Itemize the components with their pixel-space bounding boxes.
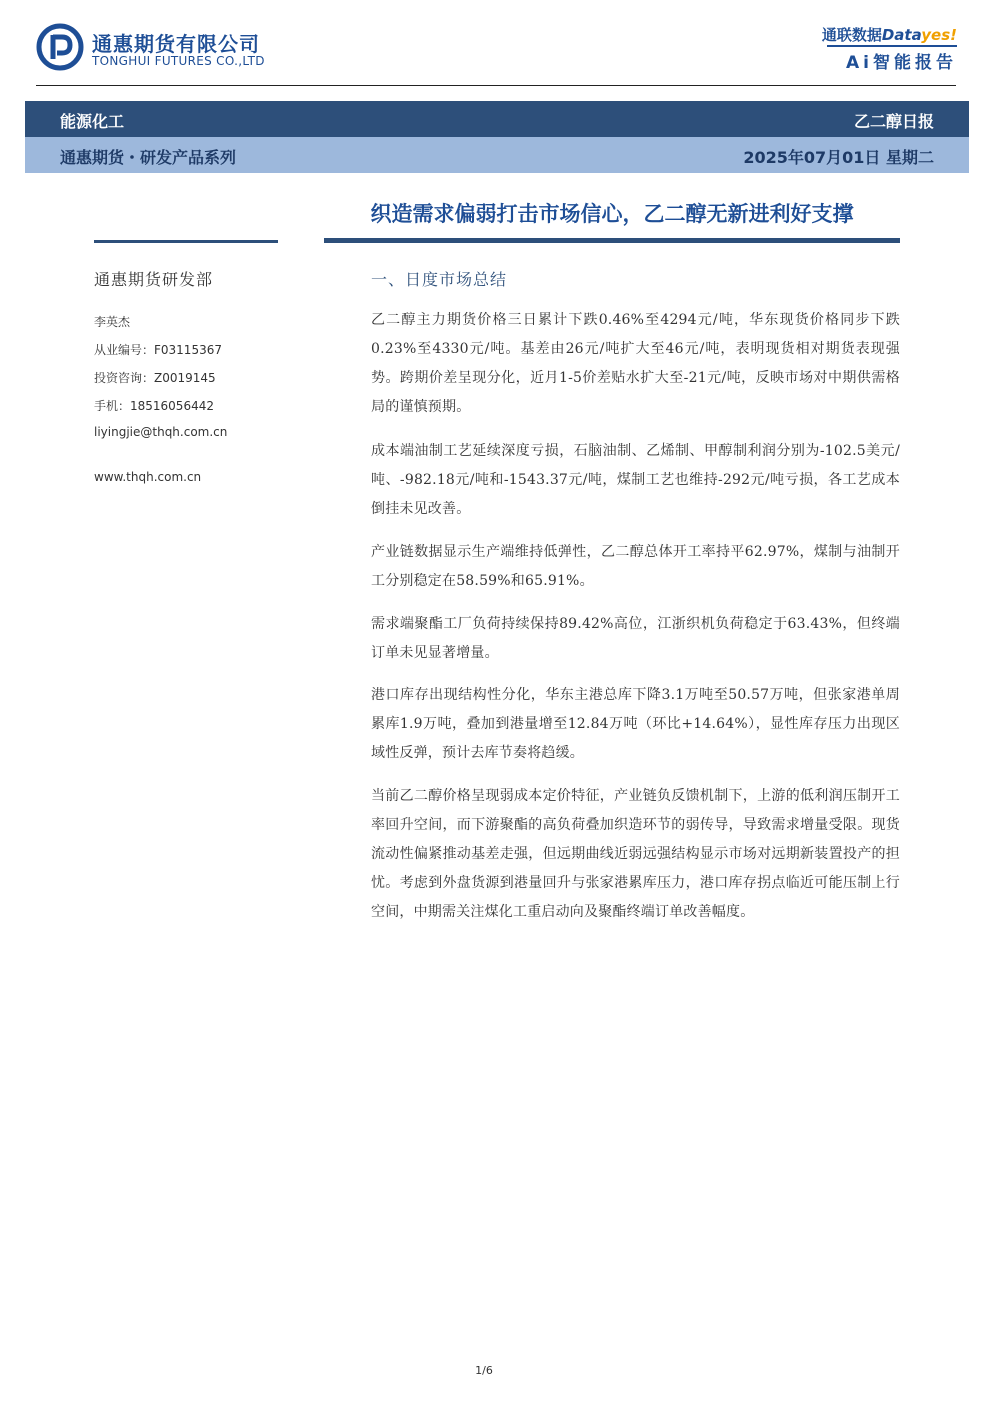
section-heading: 一、日度市场总结 [371, 270, 508, 289]
report-title: 织造需求偏弱打击市场信心，乙二醇无新进利好支撑 [370, 202, 854, 226]
department-name: 通惠期货研发部 [94, 270, 214, 289]
paragraph-cost: 成本端油制工艺延续深度亏损，石脑油制、乙烯制、甲醇制利润分别为-102.5美元/吨、-982.18元/吨和-1543.37元/吨，煤制工艺也维持-292元/吨亏损，各工艺成本倒挂未见改善。 [371, 443, 900, 517]
partner-tagline: Ai智能报告 [846, 53, 957, 73]
category-label: 能源化工 [60, 112, 125, 131]
header-divider [36, 85, 956, 86]
title-divider [324, 238, 900, 243]
report-date: 2025年07月01日 星期二 [743, 148, 934, 167]
series-label: 通惠期货・研发产品系列 [60, 148, 237, 167]
paragraph-price-summary: 乙二醇主力期货价格三日累计下跌0.46%至4294元/吨，华东现货价格同步下跌0.23%至4330元/吨。基差由26元/吨扩大至46元/吨，表明现货相对期货表现强势。跨期价差呈现分化，近月1-5价差贴水扩大至-21元/吨，反映市场对中期供需格局的谨慎预期。 [371, 312, 900, 415]
series-band [25, 137, 969, 173]
partner-name-cn: 通联数据 [821, 26, 882, 44]
analyst-name: 李英杰 [94, 315, 131, 329]
brand-name-en: TONGHUI FUTURES CO.,LTD [92, 54, 265, 68]
category-band [25, 101, 969, 137]
report-type-label: 乙二醇日报 [853, 112, 934, 131]
paragraph-demand: 需求端聚酯工厂负荷持续保持89.42%高位，江浙织机负荷稳定于63.43%，但终端订单未见显著增量。 [371, 616, 900, 661]
sidebar-divider [94, 240, 278, 243]
partner-divider [827, 45, 957, 47]
consulting-number: 投资咨询：Z0019145 [94, 371, 216, 385]
paragraph-supply: 产业链数据显示生产端维持低弹性，乙二醇总体开工率持平62.97%，煤制与油制开工分别稳定在58.59%和65.91%。 [371, 544, 900, 589]
page-number: 1/6 [475, 1364, 493, 1377]
partner-name-yes: yes! [921, 26, 957, 44]
brand-name-cn: 通惠期货有限公司 [92, 32, 260, 56]
partner-name-data: Data [881, 26, 922, 44]
paragraph-inventory: 港口库存出现结构性分化，华东主港总库下降3.1万吨至50.57万吨，但张家港单周累库1.9万吨，叠加到港量增至12.84万吨（环比+14.64%），显性库存压力出现区域性反弹，预计去库节奏将趋缓。 [371, 687, 900, 761]
license-number: 从业编号：F03115367 [94, 343, 222, 357]
tonghui-logo-icon [36, 23, 84, 71]
partner-logo [822, 24, 957, 45]
paragraph-outlook: 当前乙二醇价格呈现弱成本定价特征，产业链负反馈机制下，上游的低利润压制开工率回升空间，而下游聚酯的高负荷叠加织造环节的弱传导，导致需求增量受限。现货流动性偏紧推动基差走强，但远期曲线近弱远强结构显示市场对远期新装置投产的担忧。考虑到外盘货源到港量回升与张家港累库压力，港口库存拐点临近可能压制上行空间，中期需关注煤化工重启动向及聚酯终端订单改善幅度。 [371, 788, 900, 920]
phone-number: 手机：18516056442 [94, 399, 214, 413]
website-link[interactable]: www.thqh.com.cn [94, 470, 202, 484]
email-link[interactable]: liyingjie@thqh.com.cn [94, 425, 228, 439]
